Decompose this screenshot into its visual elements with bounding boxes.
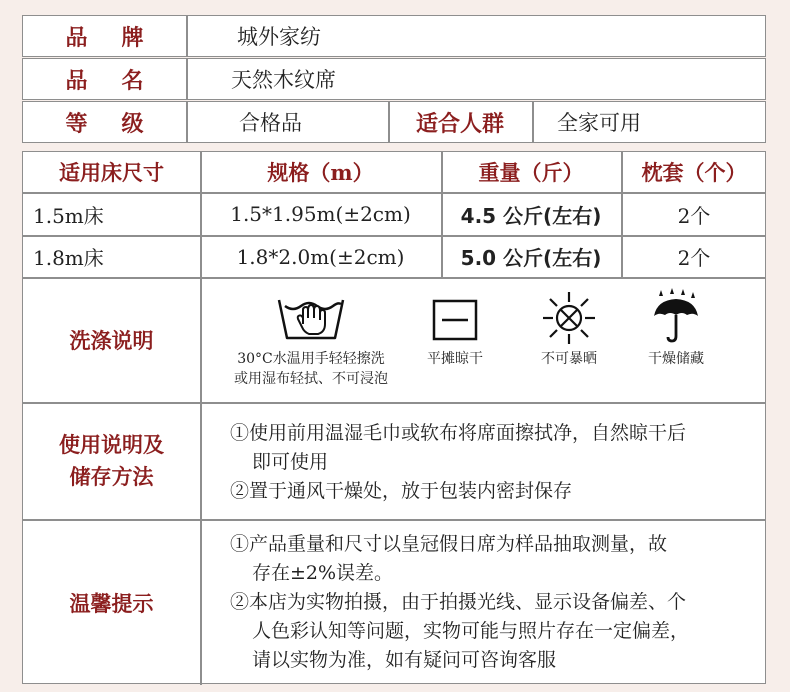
name-value: 天然木纹席 [231, 68, 336, 92]
name-row [22, 58, 766, 100]
tips-line: ①产品重量和尺寸以皇冠假日席为样品抽取测量，故 [230, 533, 668, 555]
dry-storage-icon [651, 286, 701, 344]
hand-wash-caption-line2: 或用湿布轻拭、不可浸泡 [234, 371, 388, 387]
tips-line: 人色彩认知等问题，实物可能与照片存在一定偏差， [252, 620, 690, 642]
usage-text [230, 419, 760, 506]
tips-line: 请以实物为准，如有疑问可咨询客服 [252, 649, 557, 671]
washing-label: 洗涤说明 [69, 328, 154, 353]
usage-label [23, 403, 200, 519]
usage-label-line1: 使用说明及 [59, 432, 164, 457]
usage-line: ②置于通风干燥处，放于包装内密封保存 [230, 480, 573, 502]
no-sun-caption: 不可暴晒 [541, 351, 597, 367]
column-header-pillowcase: 枕套（个） [641, 160, 747, 185]
spec-table [22, 151, 766, 684]
table-cell-pillowcase: 2个 [677, 203, 711, 228]
dry-storage-caption: 干燥储藏 [648, 351, 704, 367]
table-cell-spec: 1.5*1.95m(±2cm) [230, 202, 411, 226]
tips-line: ②本店为实物拍摄，由于拍摄光线、显示设备偏差、个 [230, 591, 687, 613]
hand-wash-caption-line1: 30°C水温用手轻轻擦洗 [237, 351, 385, 367]
tips-text [230, 530, 760, 675]
column-header-spec: 规格（m） [267, 160, 374, 185]
table-cell-pillowcase: 2个 [677, 246, 711, 270]
column-header-bed-size: 适用床尺寸 [59, 160, 164, 185]
brand-value: 城外家纺 [237, 25, 321, 49]
tips-label: 温馨提示 [69, 590, 154, 616]
audience-label: 适合人群 [415, 110, 504, 137]
grade-value: 合格品 [239, 111, 302, 135]
brand-label: 品牌 [65, 24, 178, 51]
flat-dry-icon [431, 298, 479, 342]
usage-line: ①使用前用温湿毛巾或软布将席面擦拭净，自然晾干后 [230, 422, 687, 444]
hand-wash-icon [275, 294, 347, 342]
usage-label-line2: 储存方法 [69, 464, 154, 489]
table-cell-weight: 5.0 公斤(左右) [460, 246, 602, 270]
column-header-weight: 重量（斤） [478, 160, 584, 185]
table-cell-bed-size: 1.8m床 [33, 246, 104, 270]
no-sun-icon [541, 290, 597, 346]
usage-line: 即可使用 [252, 451, 329, 473]
flat-dry-caption: 平摊晾干 [427, 351, 483, 367]
grade-row [22, 101, 766, 143]
tips-line: 存在±2%误差。 [252, 562, 394, 584]
name-label: 品名 [65, 67, 178, 94]
table-cell-bed-size: 1.5m床 [33, 203, 104, 228]
table-cell-spec: 1.8*2.0m(±2cm) [236, 244, 405, 269]
grade-label: 等级 [65, 110, 178, 137]
hand-wash-caption [211, 348, 411, 388]
audience-value: 全家可用 [557, 111, 641, 135]
table-cell-weight: 4.5 公斤(左右) [460, 203, 602, 228]
brand-row [22, 15, 766, 57]
